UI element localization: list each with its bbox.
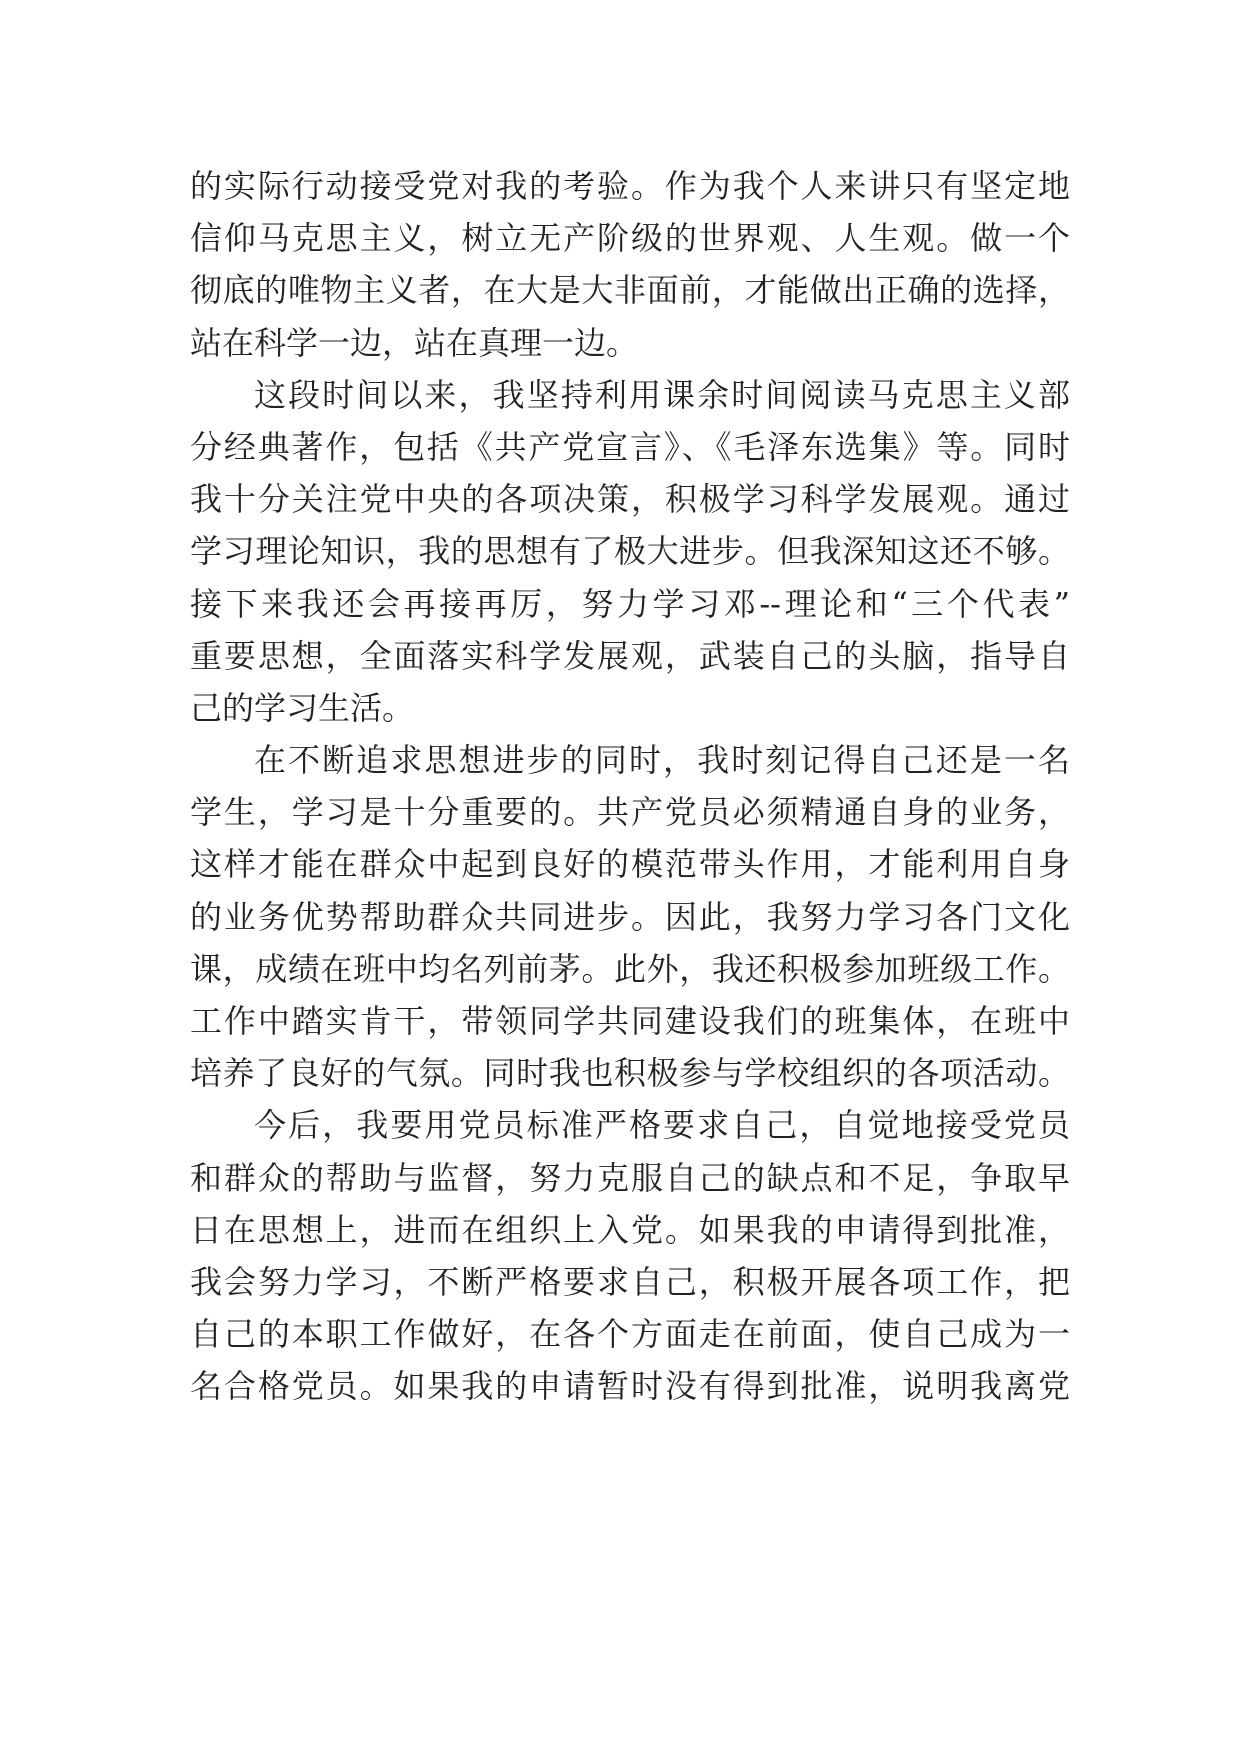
text-line: 的实际行动接受党对我的考验。作为我个人来讲只有坚定地 — [190, 167, 1070, 205]
document-body — [190, 160, 1070, 1413]
text-line: 我十分关注党中央的各项决策，积极学习科学发展观。通过 — [190, 480, 1070, 519]
text-line: 的业务优势帮助群众共同进步。因此，我努力学习各门文化 — [190, 897, 1070, 936]
text-line: 日在思想上，进而在组织上入党。如果我的申请得到批准， — [190, 1210, 1070, 1249]
text-line: 这样才能在群众中起到良好的模范带头作用，才能利用自身 — [190, 845, 1070, 884]
text-line: 彻底的唯物主义者，在大是大非面前，才能做出正确的选择， — [190, 271, 1070, 310]
text-line: 培养了良好的气氛。同时我也积极参与学校组织的各项活动。 — [190, 1054, 1070, 1093]
text-line: 工作中踏实肯干，带领同学共同建设我们的班集体，在班中 — [190, 1002, 1070, 1040]
text-line: 信仰马克思主义，树立无产阶级的世界观、人生观。做一个 — [190, 219, 1070, 258]
text-line: 分经典著作，包括《共产党宣言》、《毛泽东选集》等。同时 — [190, 427, 1070, 466]
paragraph-first-line: 今后，我要用党员标准严格要求自己，自觉地接受党员 — [254, 1106, 1070, 1145]
text-line: 己的学习生活。 — [190, 688, 415, 727]
paragraph-first-line: 在不断追求思想进步的同时，我时刻记得自己还是一名 — [254, 741, 1070, 780]
text-line: 名合格党员。如果我的申请暂时没有得到批准，说明我离党 — [190, 1367, 1070, 1406]
text-line: 自己的本职工作做好，在各个方面走在前面，使自己成为一 — [190, 1315, 1070, 1354]
text-line: 和群众的帮助与监督，努力克服自己的缺点和不足，争取早 — [190, 1158, 1070, 1197]
text-line: 接下来我还会再接再厉，努力学习邓--理论和“三个代表” — [190, 584, 1070, 623]
text-line: 学习理论知识，我的思想有了极大进步。但我深知这还不够。 — [190, 532, 1070, 571]
text-line: 学生，学习是十分重要的。共产党员必须精通自身的业务， — [190, 793, 1070, 832]
text-line: 重要思想，全面落实科学发展观，武装自己的头脑，指导自 — [190, 636, 1070, 675]
paragraph-first-line: 这段时间以来，我坚持利用课余时间阅读马克思主义部 — [254, 375, 1070, 414]
text-line: 我会努力学习，不断严格要求自己，积极开展各项工作，把 — [190, 1262, 1070, 1301]
text-line: 课，成绩在班中均名列前茅。此外，我还积极参加班级工作。 — [190, 949, 1070, 988]
text-line: 站在科学一边，站在真理一边。 — [190, 323, 639, 362]
